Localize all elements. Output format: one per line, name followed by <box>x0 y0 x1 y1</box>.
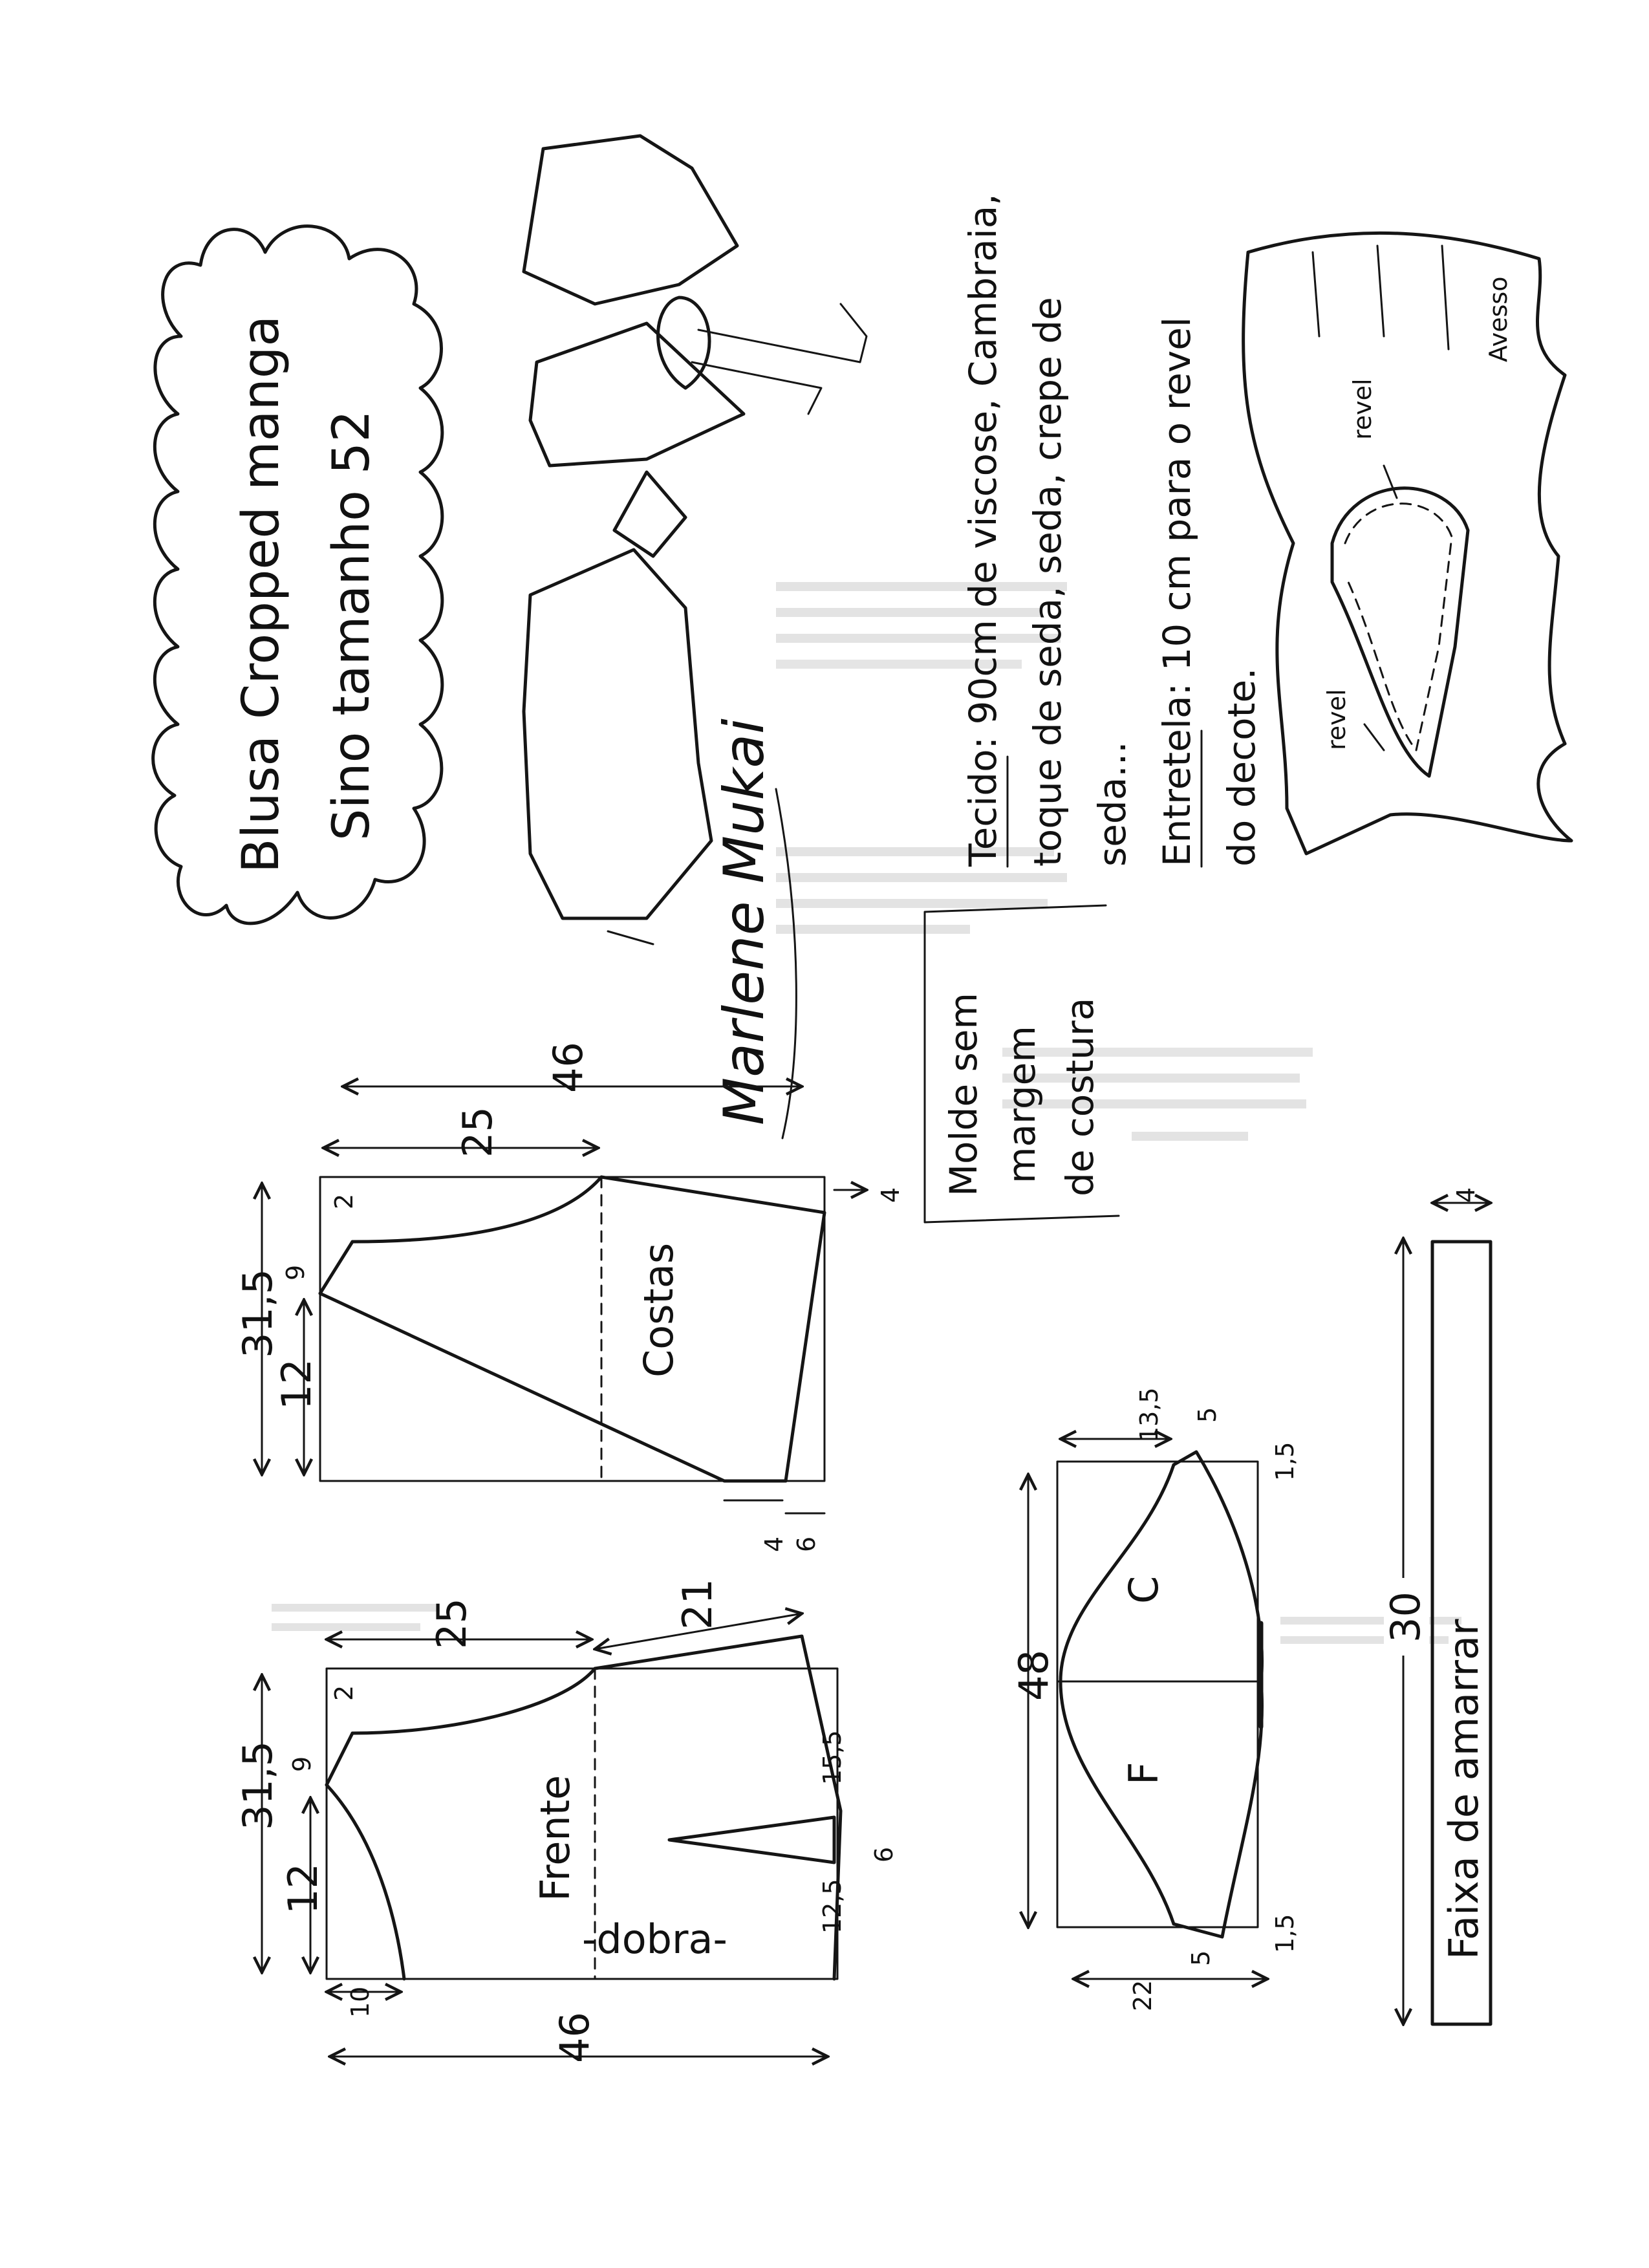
tie-band-length: 30 <box>1382 1592 1429 1643</box>
front-shoulder: 21 <box>674 1579 721 1630</box>
no-seam-line2: margem <box>1000 1026 1044 1183</box>
title-line2: Sino tamanho 52 <box>323 410 381 841</box>
back-neck-drop: 2 <box>330 1193 358 1209</box>
front-piece-name: Frente <box>532 1775 579 1901</box>
no-seam-line3: de costura <box>1058 997 1102 1196</box>
sleeve-width: 48 <box>1010 1650 1057 1701</box>
no-seam-line1: Molde sem <box>942 993 986 1196</box>
front-hem-width: 10 <box>346 1986 374 2018</box>
interfacing-line2: do decote. <box>1220 667 1264 867</box>
sleeve-flare-top: 5 <box>1193 1407 1222 1423</box>
front-width: 46 <box>551 2012 598 2063</box>
back-hem-a: 4 <box>760 1536 788 1552</box>
front-piece <box>234 1579 898 2063</box>
front-fold: -dobra- <box>582 1916 727 1963</box>
back-top-width: 25 <box>454 1107 501 1158</box>
no-seam-note <box>925 905 1119 1222</box>
front-side-b: 12,5 <box>818 1879 846 1934</box>
fabric-line1: Tecido: 90cm de viscose, Cambraia, <box>961 193 1005 867</box>
tie-band-width: 4 <box>1452 1187 1480 1203</box>
front-side-a: 15,5 <box>818 1730 846 1785</box>
back-side-top: 4 <box>876 1187 905 1203</box>
materials-note <box>961 193 1264 867</box>
sleeve-piece <box>1010 1387 1299 2011</box>
sleeve-cap-height: 13,5 <box>1135 1387 1163 1442</box>
title-balloon <box>153 226 442 923</box>
interfacing-line1: Entretela: 10 cm para o revel <box>1155 316 1199 867</box>
sleeve-hem-bottom: 1,5 <box>1271 1914 1299 1953</box>
front-height-lower: 12 <box>279 1863 327 1914</box>
tie-band <box>1382 1187 1491 2024</box>
sleeve-cap-back: C <box>1120 1575 1167 1604</box>
signature-text: Marlene Mukai <box>712 718 777 1125</box>
tie-band-name: Faixa de amarrar <box>1440 1619 1487 1960</box>
fabric-line2: toque de seda, seda, crepe de <box>1026 297 1070 867</box>
garment-sketch <box>524 136 867 944</box>
back-height-mid: 9 <box>281 1264 310 1280</box>
back-piece-name: Costas <box>635 1242 682 1377</box>
sleeve-cap-front: F <box>1120 1762 1167 1785</box>
back-height: 31,5 <box>234 1268 281 1358</box>
back-hem-b: 6 <box>792 1536 821 1552</box>
title-line1: Blusa Cropped manga <box>232 315 290 873</box>
back-piece <box>234 1042 905 1552</box>
front-neck-drop: 2 <box>330 1685 358 1701</box>
facing-revel-label: revel <box>1348 378 1377 440</box>
back-height-lower: 12 <box>273 1359 320 1410</box>
front-top-width: 25 <box>428 1598 475 1649</box>
fabric-line3: seda... <box>1090 741 1134 867</box>
facing-avesso-label: Avesso <box>1484 276 1513 362</box>
back-width: 46 <box>544 1042 592 1093</box>
facing-detail <box>1244 233 1571 854</box>
front-height: 31,5 <box>234 1740 281 1830</box>
sleeve-hem-top: 1,5 <box>1271 1442 1299 1481</box>
front-dart-height: 6 <box>870 1846 898 1863</box>
sleeve-length: 22 <box>1128 1980 1157 2011</box>
front-height-mid: 9 <box>288 1756 316 1772</box>
facing-revel-label-2: revel <box>1322 689 1351 750</box>
sleeve-flare-bottom: 5 <box>1187 1950 1215 1966</box>
